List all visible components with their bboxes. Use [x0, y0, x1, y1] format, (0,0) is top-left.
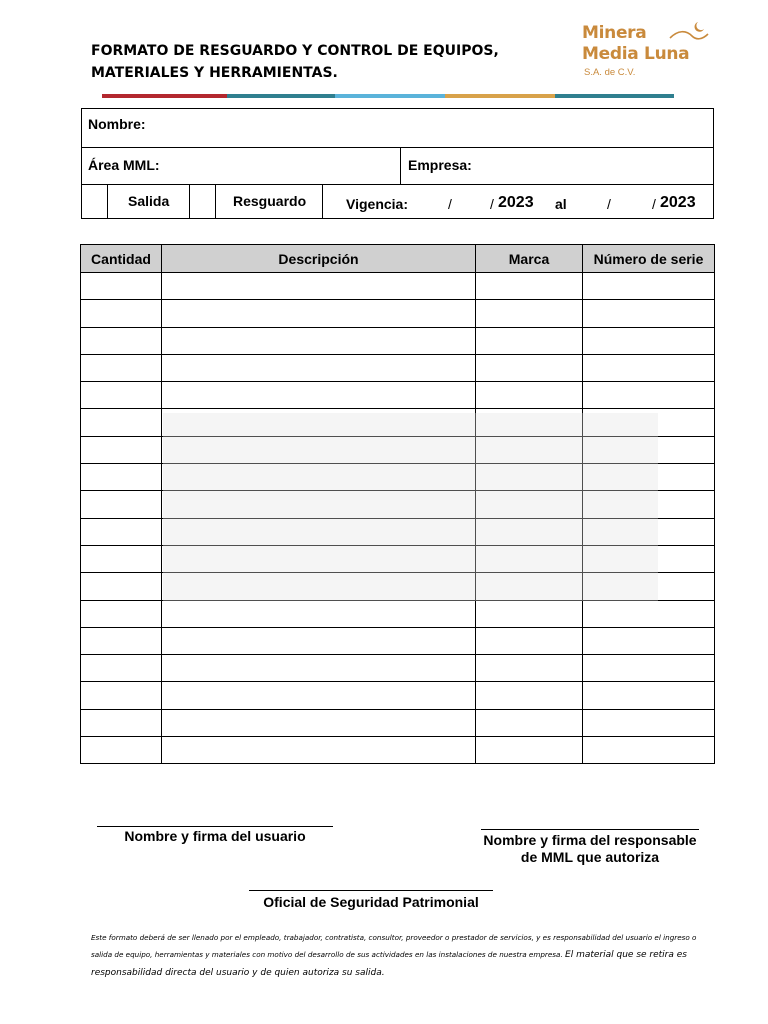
marca-cell[interactable] — [476, 382, 583, 409]
cantidad-cell[interactable] — [81, 573, 162, 600]
col-header-cantidad: Cantidad — [81, 245, 162, 273]
table-row — [81, 464, 715, 491]
logo-line-2: Media Luna — [582, 44, 690, 64]
table-row — [81, 627, 715, 654]
numero-serie-cell[interactable] — [583, 709, 715, 736]
numero-serie-cell[interactable] — [583, 600, 715, 627]
numero-serie-cell[interactable] — [583, 354, 715, 381]
nombre-row[interactable] — [82, 109, 713, 148]
table-row — [81, 327, 715, 354]
nombre-label: Nombre: — [88, 116, 146, 132]
descripcion-cell[interactable] — [162, 518, 476, 545]
marca-cell[interactable] — [476, 273, 583, 300]
numero-serie-cell[interactable] — [583, 491, 715, 518]
resguardo-box-left — [189, 184, 190, 219]
descripcion-cell[interactable] — [162, 409, 476, 436]
year-start: 2023 — [498, 194, 534, 211]
resguardo-box-right — [215, 184, 216, 219]
cantidad-cell[interactable] — [81, 327, 162, 354]
footer-tail-text: responsabilidad directa del usuario y de quien autoriza su salida. — [91, 968, 385, 978]
company-logo — [582, 20, 712, 85]
area-mml-label: Área MML: — [88, 157, 160, 173]
numero-serie-cell[interactable] — [583, 464, 715, 491]
items-header-row — [81, 245, 715, 273]
numero-serie-cell[interactable] — [583, 682, 715, 709]
date-slash-2: / — [490, 196, 494, 212]
table-row — [81, 491, 715, 518]
cantidad-cell[interactable] — [81, 436, 162, 463]
marca-cell[interactable] — [476, 573, 583, 600]
area-empresa-row — [82, 147, 713, 185]
table-row — [81, 382, 715, 409]
descripcion-cell[interactable] — [162, 273, 476, 300]
header-form — [81, 108, 714, 219]
marca-cell[interactable] — [476, 327, 583, 354]
table-row — [81, 655, 715, 682]
marca-cell[interactable] — [476, 600, 583, 627]
table-row — [81, 600, 715, 627]
cantidad-cell[interactable] — [81, 382, 162, 409]
year-end: 2023 — [660, 194, 696, 211]
cantidad-cell[interactable] — [81, 737, 162, 764]
marca-cell[interactable] — [476, 436, 583, 463]
cantidad-cell[interactable] — [81, 655, 162, 682]
items-table — [80, 244, 715, 764]
footer-small-text: Este formato deberá de ser llenado por el empleado, trabajador, contratista, consultor, proveedor o prestador de servicios, y es responsabilidad del usuario el ingreso o salida de equipo, herramientas y materiales con motivo del desarrollo de sus actividades en las instalaciones de nuestra empresa. — [91, 933, 697, 959]
descripcion-cell[interactable] — [162, 600, 476, 627]
cantidad-cell[interactable] — [81, 682, 162, 709]
cantidad-cell[interactable] — [81, 627, 162, 654]
table-row — [81, 354, 715, 381]
descripcion-cell[interactable] — [162, 545, 476, 572]
table-row — [81, 545, 715, 572]
marca-cell[interactable] — [476, 518, 583, 545]
table-row — [81, 409, 715, 436]
numero-serie-cell[interactable] — [583, 273, 715, 300]
numero-serie-cell[interactable] — [583, 655, 715, 682]
date-slash-4: / — [652, 196, 656, 212]
descripcion-cell[interactable] — [162, 682, 476, 709]
color-stripe-segment — [445, 94, 555, 98]
usuario-signature-line — [97, 826, 333, 827]
descripcion-cell[interactable] — [162, 573, 476, 600]
table-row — [81, 737, 715, 764]
marca-cell[interactable] — [476, 737, 583, 764]
numero-serie-cell[interactable] — [583, 436, 715, 463]
title-line-2: MATERIALES Y HERRAMIENTAS. — [91, 65, 338, 81]
salida-box-divider — [107, 184, 108, 219]
table-row — [81, 682, 715, 709]
cantidad-cell[interactable] — [81, 273, 162, 300]
descripcion-cell[interactable] — [162, 737, 476, 764]
numero-serie-cell[interactable] — [583, 518, 715, 545]
footer-note — [91, 929, 711, 982]
marca-cell[interactable] — [476, 354, 583, 381]
marca-cell[interactable] — [476, 545, 583, 572]
descripcion-cell[interactable] — [162, 354, 476, 381]
responsable-label-line-1: Nombre y firma del responsable — [483, 832, 697, 848]
numero-serie-cell[interactable] — [583, 382, 715, 409]
color-stripe-segment — [335, 94, 445, 98]
descripcion-cell[interactable] — [162, 436, 476, 463]
col-header-marca: Marca — [476, 245, 583, 273]
responsable-signature-line — [481, 829, 699, 830]
logo-line-1: Minera — [582, 23, 647, 43]
items-body — [81, 273, 715, 764]
numero-serie-cell[interactable] — [583, 737, 715, 764]
cantidad-cell[interactable] — [81, 545, 162, 572]
marca-cell[interactable] — [476, 409, 583, 436]
descripcion-cell[interactable] — [162, 491, 476, 518]
color-stripe-segment — [555, 94, 674, 98]
color-stripe-segment — [227, 94, 335, 98]
numero-serie-cell[interactable] — [583, 545, 715, 572]
row-divider — [400, 147, 401, 184]
numero-serie-cell[interactable] — [583, 327, 715, 354]
table-row — [81, 273, 715, 300]
marca-cell[interactable] — [476, 464, 583, 491]
vigencia-label: Vigencia: — [346, 196, 408, 212]
numero-serie-cell[interactable] — [583, 573, 715, 600]
marca-cell[interactable] — [476, 709, 583, 736]
marca-cell[interactable] — [476, 655, 583, 682]
cantidad-cell[interactable] — [81, 518, 162, 545]
crescent-moon-icon — [668, 20, 712, 46]
document-title — [91, 40, 499, 84]
marca-cell[interactable] — [476, 627, 583, 654]
title-line-1: FORMATO DE RESGUARDO Y CONTROL DE EQUIPOS, — [91, 43, 499, 59]
salida-resguardo-row — [82, 184, 713, 219]
descripcion-cell[interactable] — [162, 709, 476, 736]
usuario-signature-label: Nombre y firma del usuario — [124, 828, 306, 844]
marca-cell[interactable] — [476, 300, 583, 327]
table-row — [81, 573, 715, 600]
date-slash-1: / — [448, 196, 452, 212]
cantidad-cell[interactable] — [81, 491, 162, 518]
cantidad-cell[interactable] — [81, 409, 162, 436]
table-row — [81, 709, 715, 736]
descripcion-cell[interactable] — [162, 627, 476, 654]
descripcion-cell[interactable] — [162, 327, 476, 354]
col-header-numero-serie: Número de serie — [583, 245, 715, 273]
logo-line-3: S.A. de C.V. — [584, 67, 636, 78]
cantidad-cell[interactable] — [81, 464, 162, 491]
cantidad-cell[interactable] — [81, 354, 162, 381]
cantidad-cell[interactable] — [81, 709, 162, 736]
descripcion-cell[interactable] — [162, 464, 476, 491]
empresa-label: Empresa: — [408, 157, 472, 173]
cantidad-cell[interactable] — [81, 300, 162, 327]
descripcion-cell[interactable] — [162, 655, 476, 682]
marca-cell[interactable] — [476, 491, 583, 518]
al-label: al — [555, 196, 567, 212]
footer-emphasis-text: El material que se retira es — [565, 950, 687, 960]
numero-serie-cell[interactable] — [583, 300, 715, 327]
salida-label: Salida — [128, 193, 170, 209]
color-stripe-segment — [102, 94, 227, 98]
descripcion-cell[interactable] — [162, 300, 476, 327]
responsable-label-line-2: de MML que autoriza — [520, 849, 660, 865]
numero-serie-cell[interactable] — [583, 627, 715, 654]
responsable-signature-label — [470, 832, 710, 866]
resguardo-label: Resguardo — [233, 193, 307, 209]
cantidad-cell[interactable] — [81, 600, 162, 627]
table-row — [81, 518, 715, 545]
col-header-descripcion: Descripción — [162, 245, 476, 273]
descripcion-cell[interactable] — [162, 382, 476, 409]
numero-serie-cell[interactable] — [583, 409, 715, 436]
vigencia-divider — [322, 184, 323, 219]
table-row — [81, 300, 715, 327]
oficial-signature-line — [249, 890, 493, 891]
date-slash-3: / — [607, 196, 611, 212]
marca-cell[interactable] — [476, 682, 583, 709]
table-row — [81, 436, 715, 463]
oficial-signature-label: Oficial de Seguridad Patrimonial — [263, 894, 479, 910]
